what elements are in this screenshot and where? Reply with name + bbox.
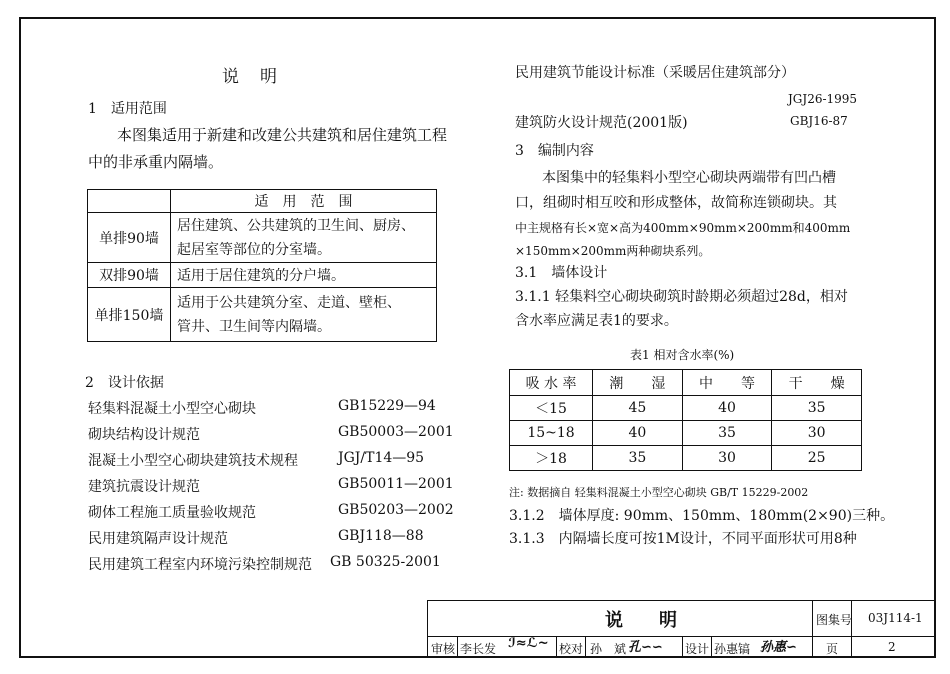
table1-note: 注: 数据摘自 轻集料混凝土小型空心砌块 GB/T 15229-2002 [509,486,809,499]
reference-code: JGJ/T14—95 [338,450,425,466]
subsection-3-1-3: 3.1.3 内隔墙长度可按1M设计，不同平面形状可用8种 [509,531,857,547]
scope-table-corner [88,190,171,213]
section-3-line: 口，组砌时相互咬和形成整体，故简称连锁砌块。其 [515,195,837,211]
scope-desc-line: 起居室等部位的分室墙。 [177,241,331,258]
check-label: 校对 [559,642,584,656]
designer-signature: 孙惠∽ [760,640,797,655]
reference-name: 建筑抗震设计规范 [88,479,200,495]
reference-name: 轻集料混凝土小型空心砌块 [88,401,256,417]
section-1-para-line2: 中的非承重内隔墙。 [88,153,224,171]
page-number: 2 [888,640,896,654]
moisture-cell: 45 [593,396,683,421]
reference-code: GB50011—2001 [338,476,454,492]
design-label: 设计 [685,642,710,656]
scope-desc-line: 居住建筑、公共建筑的卫生间、厨房、 [177,217,415,234]
designer-name: 孙惠镐 [714,642,751,656]
reference-code: GB 50325-2001 [330,554,441,570]
subsection-3-1-2: 3.1.2 墙体厚度: 90mm、150mm、180mm(2×90)三种。 [509,508,895,524]
moisture-cell: 35 [593,446,683,471]
moisture-header: 干 燥 [772,370,862,396]
reference-name: 民用建筑隔声设计规范 [88,531,228,547]
title-block-divider-v [556,636,557,658]
scope-desc-line: 管井、卫生间等内隔墙。 [177,318,331,335]
moisture-cell: 25 [772,446,862,471]
checker-name: 孙 斌 [590,642,627,656]
scope-row-type: 单排150墙 [88,288,171,342]
reference-name: 砌体工程施工质量验收规范 [88,505,256,521]
section-3-line: 本图集中的轻集料小型空心砌块两端带有凹凸槽 [542,170,836,186]
checker-signature: 孔∽∽ [628,640,663,655]
reference-name: 民用建筑节能设计标准（采暖居住建筑部分） [515,65,795,81]
reference-code: GB50203—2002 [338,502,454,518]
section-2-title: 2 设计依据 [85,375,164,391]
reference-code: GBJ16-87 [790,114,848,128]
reference-code: GBJ118—88 [338,528,424,544]
moisture-table [509,369,862,471]
page-heading: 说 明 [222,67,279,87]
subsection-3-1-1-line: 含水率应满足表1的要求。 [515,313,678,329]
moisture-header: 吸 水 率 [510,370,593,396]
moisture-cell: 30 [682,446,772,471]
scope-row-desc [171,263,437,288]
title-block-divider-v [682,636,683,658]
section-1-para-line1: 本图集适用于新建和改建公共建筑和居住建筑工程 [117,126,448,144]
title-block-divider-v [585,636,586,658]
table1-caption: 表1 相对含水率(%) [630,348,735,362]
reference-name: 混凝土小型空心砌块建筑技术规程 [88,453,298,469]
title-block-divider-v [851,600,852,658]
reference-name: 砌块结构设计规范 [88,427,200,443]
scope-row-desc [171,288,437,342]
scope-desc-line: 适用于居住建筑的分户墙。 [177,268,345,284]
reviewer-signature: ℐ≈ℒ~ [508,636,549,651]
moisture-cell: 35 [682,421,772,446]
reference-code: JGJ26-1995 [788,92,858,106]
reference-code: GB15229—94 [338,398,436,414]
moisture-cell: 15~18 [510,421,593,446]
moisture-cell: 40 [593,421,683,446]
scope-desc-line: 适用于公共建筑分室、走道、壁柜、 [177,294,401,311]
scope-table [87,189,437,342]
atlas-label: 图集号 [816,613,853,627]
subsection-3-1-title: 3.1 墙体设计 [515,265,608,281]
section-3-title: 3 编制内容 [515,143,594,159]
title-block-title: 说 明 [605,610,677,631]
review-label: 审核 [431,642,456,656]
atlas-number: 03J114-1 [868,611,923,625]
moisture-header: 中 等 [682,370,772,396]
moisture-header: 潮 湿 [593,370,683,396]
reference-name: 民用建筑工程室内环境污染控制规范 [88,557,312,573]
moisture-cell: ＜15 [510,396,593,421]
title-block-divider-v [711,636,712,658]
moisture-cell: ＞18 [510,446,593,471]
scope-table-header: 适 用 范 围 [171,190,437,213]
section-3-line: 中主规格有长×宽×高为400mm×90mm×200mm和400mm [515,221,851,235]
scope-row-type: 单排90墙 [88,213,171,263]
moisture-cell: 40 [682,396,772,421]
section-1-title: 1 适用范围 [88,101,167,117]
scope-row-desc [171,213,437,263]
scope-row-type: 双排90墙 [88,263,171,288]
title-block-divider-v [457,636,458,658]
reference-code: GB50003—2001 [338,424,454,440]
subsection-3-1-1-line: 3.1.1 轻集料空心砌块砌筑时龄期必须超过28d，相对 [515,289,848,305]
moisture-cell: 30 [772,421,862,446]
title-block-divider-v [812,600,813,658]
reference-name: 建筑防火设计规范(2001版) [515,115,688,131]
page-label: 页 [826,642,839,656]
section-3-line: ×150mm×200mm两种砌块系列。 [515,244,711,258]
reviewer-name: 李长发 [460,642,497,656]
moisture-cell: 35 [772,396,862,421]
